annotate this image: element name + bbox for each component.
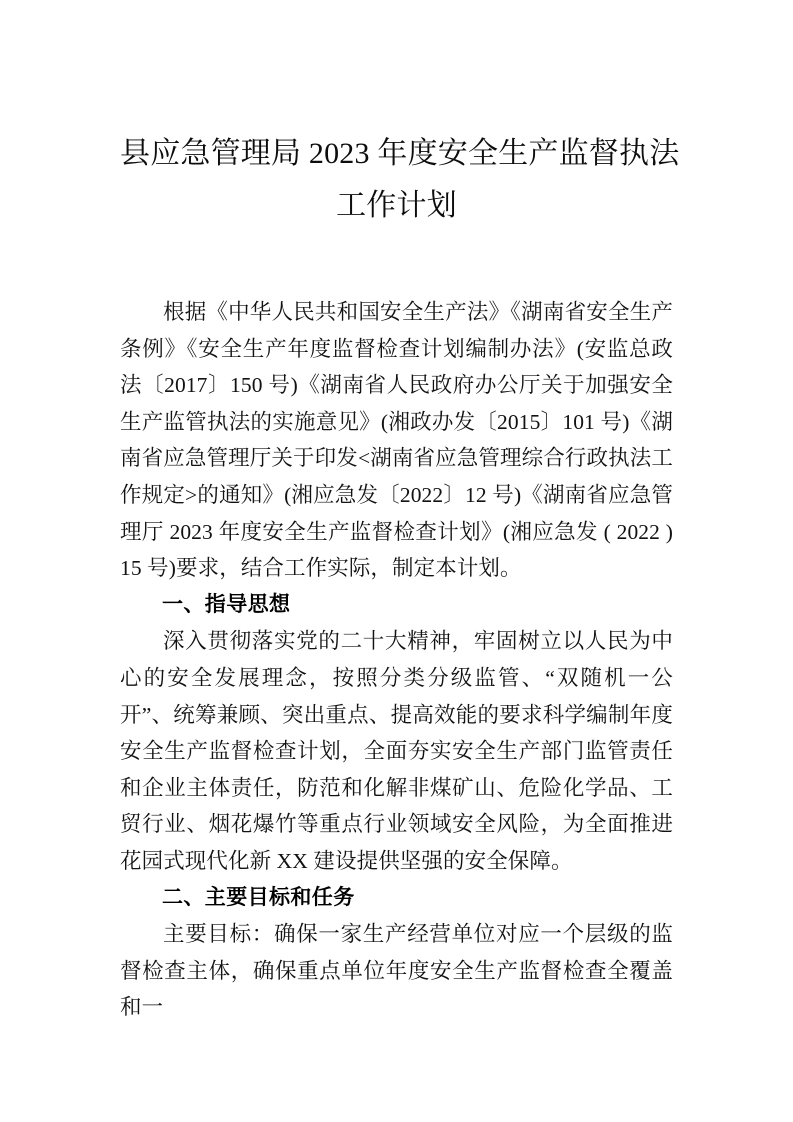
paragraph-section-2-body: 主要目标：确保一家生产经营单位对应一个层级的监督检查主体，确保重点单位年度安全生产监督检查全覆盖和一 xyxy=(120,922,673,1020)
heading-section-2: 二、主要目标和任务 xyxy=(162,885,355,909)
page-content-column xyxy=(120,0,680,1026)
page-title-line-1: 县应急管理局 2023 年度安全生产监督执法 xyxy=(120,137,680,170)
paragraph-section-1-body: 深入贯彻落实党的二十大精神，牢固树立以人民为中心的安全发展理念，按照分类分级监管、“双随机一公开”、统筹兼顾、突出重点、提高效能的要求科学编制年度安全生产监督检查计划，全面夯实安全生产部门监管责任和企业主体责任，防范和化解非煤矿山、危险化学品、工贸行业、烟花爆竹等重点行业领域安全风险，为全面推进花园式现代化新 XX 建设提供坚强的安全保障。 xyxy=(120,629,673,873)
page-title-line-2: 工作计划 xyxy=(336,189,457,222)
document-body xyxy=(120,294,673,1026)
heading-section-1: 一、指导思想 xyxy=(162,592,291,616)
paragraph-preamble: 根据《中华人民共和国安全生产法》《湖南省安全生产条例》《安全生产年度监督检查计划编制办法》(安监总政法〔2017〕150 号)《湖南省人民政府办公厅关于加强安全生产监管执法的实施意见》(湘政办发〔2015〕101 号)《湖南省应急管理厅关于印发<湖南省应急管理综合行政执法工作规定>的通知》(湘应急发〔2022〕12 号)《湖南省应急管理厅 2023 年度安全生产监督检查计划》(湘应急发 ( 2022 ) 15 号)要求，结合工作实际，制定本计划。 xyxy=(120,300,673,581)
page-title xyxy=(120,0,680,232)
